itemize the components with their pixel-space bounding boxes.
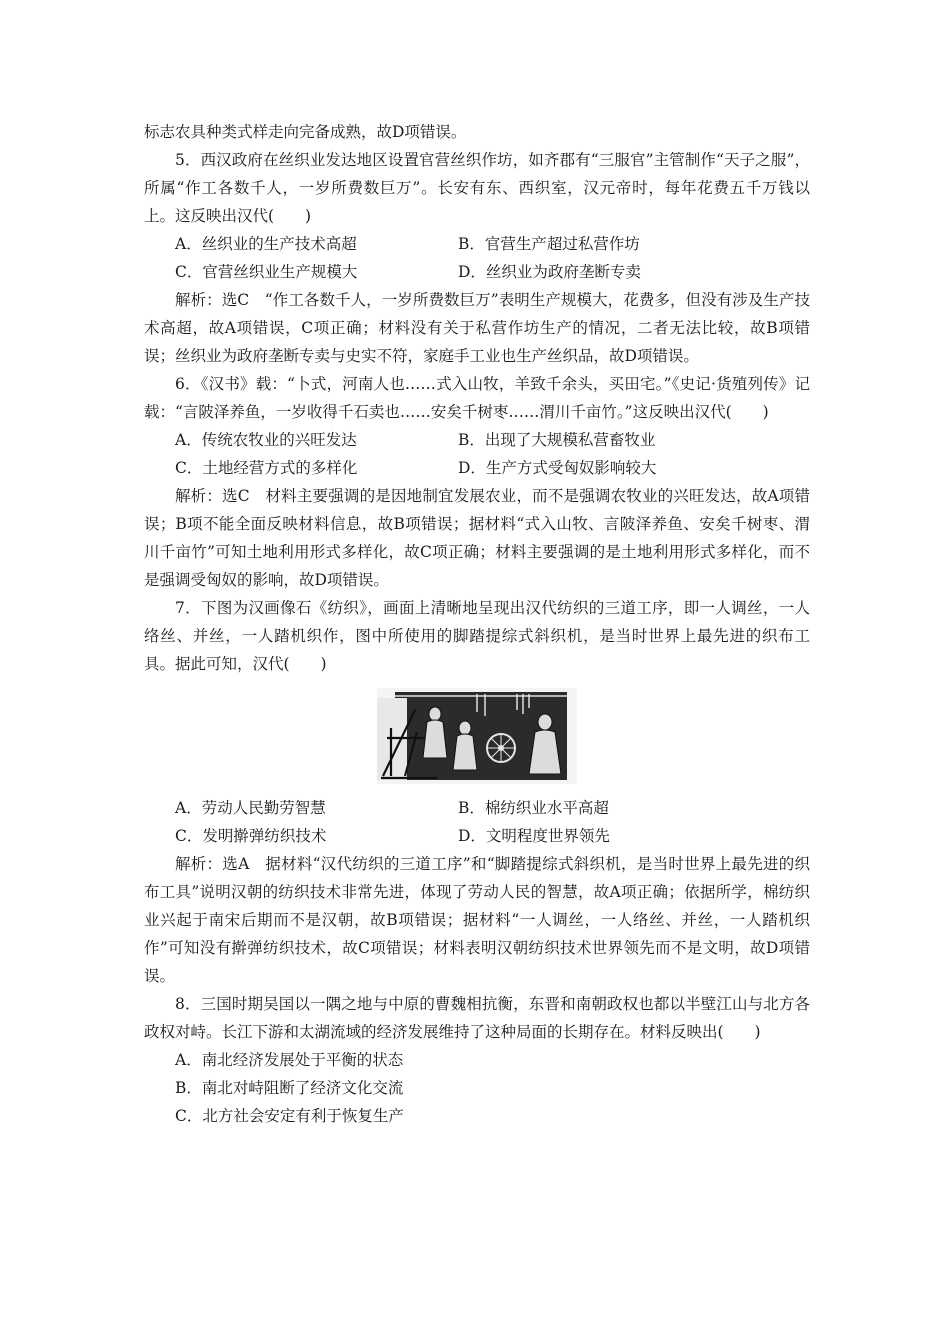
q6-option-a: A．传统农牧业的兴旺发达	[175, 431, 357, 449]
q7-analysis: 解析：选A 据材料“汉代纺织的三道工序”和“脚踏提综式斜织机，是当时世界上最先进的织布工具”说明汉朝的纺织技术非常先进，体现了劳动人民的智慧，故A项正确；依据所学，棉纺织业兴起于南宋后期而不是汉朝，故B项错误；据材料“一人调丝，一人络丝、并丝，一人踏机织作”可知没有擀弹纺织技术，故C项错误；材料表明汉朝纺织技术世界领先而不是文明，故D项错误。	[144, 855, 810, 985]
q6-option-b: B．出现了大规模私营畜牧业	[458, 431, 656, 449]
q5-option-b: B．官营生产超过私营作坊	[458, 235, 640, 253]
q7-option-c: C．发明擀弹纺织技术	[175, 827, 327, 845]
q7-options	[144, 794, 810, 850]
q5-option-c: C．官营丝织业生产规模大	[175, 263, 358, 281]
q8-option-a: A．南北经济发展处于平衡的状态	[175, 1051, 404, 1069]
intro-line: 标志农具种类式样走向完备成熟，故D项错误。	[144, 123, 467, 141]
q5-option-d: D．丝织业为政府垄断专卖	[458, 263, 641, 281]
q5-options	[144, 230, 810, 286]
q6-stem: 6．《汉书》载：“卜式，河南人也……式入山牧，羊致千余头，买田宅。”《史记·货殖列传》记载：“言陂泽养鱼，一岁收得千石卖也……安矣千树枣……渭川千亩竹。”这反映出汉代( )	[144, 375, 810, 421]
q8-options	[144, 1046, 810, 1130]
q8-option-b: B．南北对峙阻断了经济文化交流	[175, 1079, 404, 1097]
q8-stem: 8．三国时期吴国以一隅之地与中原的曹魏相抗衡，东晋和南朝政权也都以半壁江山与北方各政权对峙。长江下游和太湖流域的经济发展维持了这种局面的长期存在。材料反映出( )	[144, 995, 810, 1041]
weaving-relief-illustration	[377, 688, 577, 784]
q5-option-a: A．丝织业的生产技术高超	[175, 235, 357, 253]
q5-analysis: 解析：选C “作工各数千人，一岁所费数巨万”表明生产规模大，花费多，但没有涉及生产技术高超，故A项错误，C项正确；材料没有关于私营作坊生产的情况，二者无法比较，故B项错误；丝织业为政府垄断专卖与史实不符，家庭手工业也生产丝织品，故D项错误。	[144, 291, 810, 365]
q7-stem: 7．下图为汉画像石《纺织》，画面上清晰地呈现出汉代纺织的三道工序，即一人调丝，一人络丝、并丝，一人踏机织作，图中所使用的脚踏提综式斜织机，是当时世界上最先进的织布工具。据此可知，汉代( )	[144, 599, 810, 673]
q7-option-b: B．棉纺织业水平高超	[458, 799, 609, 817]
q7-option-a: A．劳动人民勤劳智慧	[175, 799, 326, 817]
han-stone-relief-image	[144, 688, 810, 784]
q5-stem: 5．西汉政府在丝织业发达地区设置官营丝织作坊，如齐郡有“三服官”主管制作“天子之服”，所属“作工各数千人，一岁所费数巨万”。长安有东、西织室，汉元帝时，每年花费五千万钱以上。这反映出汉代( )	[144, 151, 810, 225]
q6-option-c: C．土地经营方式的多样化	[175, 459, 358, 477]
q6-options	[144, 426, 810, 482]
q6-option-d: D．生产方式受匈奴影响较大	[458, 459, 657, 477]
q7-option-d: D．文明程度世界领先	[458, 827, 610, 845]
q8-option-c: C．北方社会安定有利于恢复生产	[175, 1107, 404, 1125]
q6-analysis: 解析：选C 材料主要强调的是因地制宜发展农业，而不是强调农牧业的兴旺发达，故A项错误；B项不能全面反映材料信息，故B项错误；据材料“式入山牧、言陂泽养鱼、安矣千树枣、渭川千亩竹”可知土地利用形式多样化，故C项正确；材料主要强调的是土地利用形式多样化，而不是强调受匈奴的影响，故D项错误。	[144, 487, 810, 589]
